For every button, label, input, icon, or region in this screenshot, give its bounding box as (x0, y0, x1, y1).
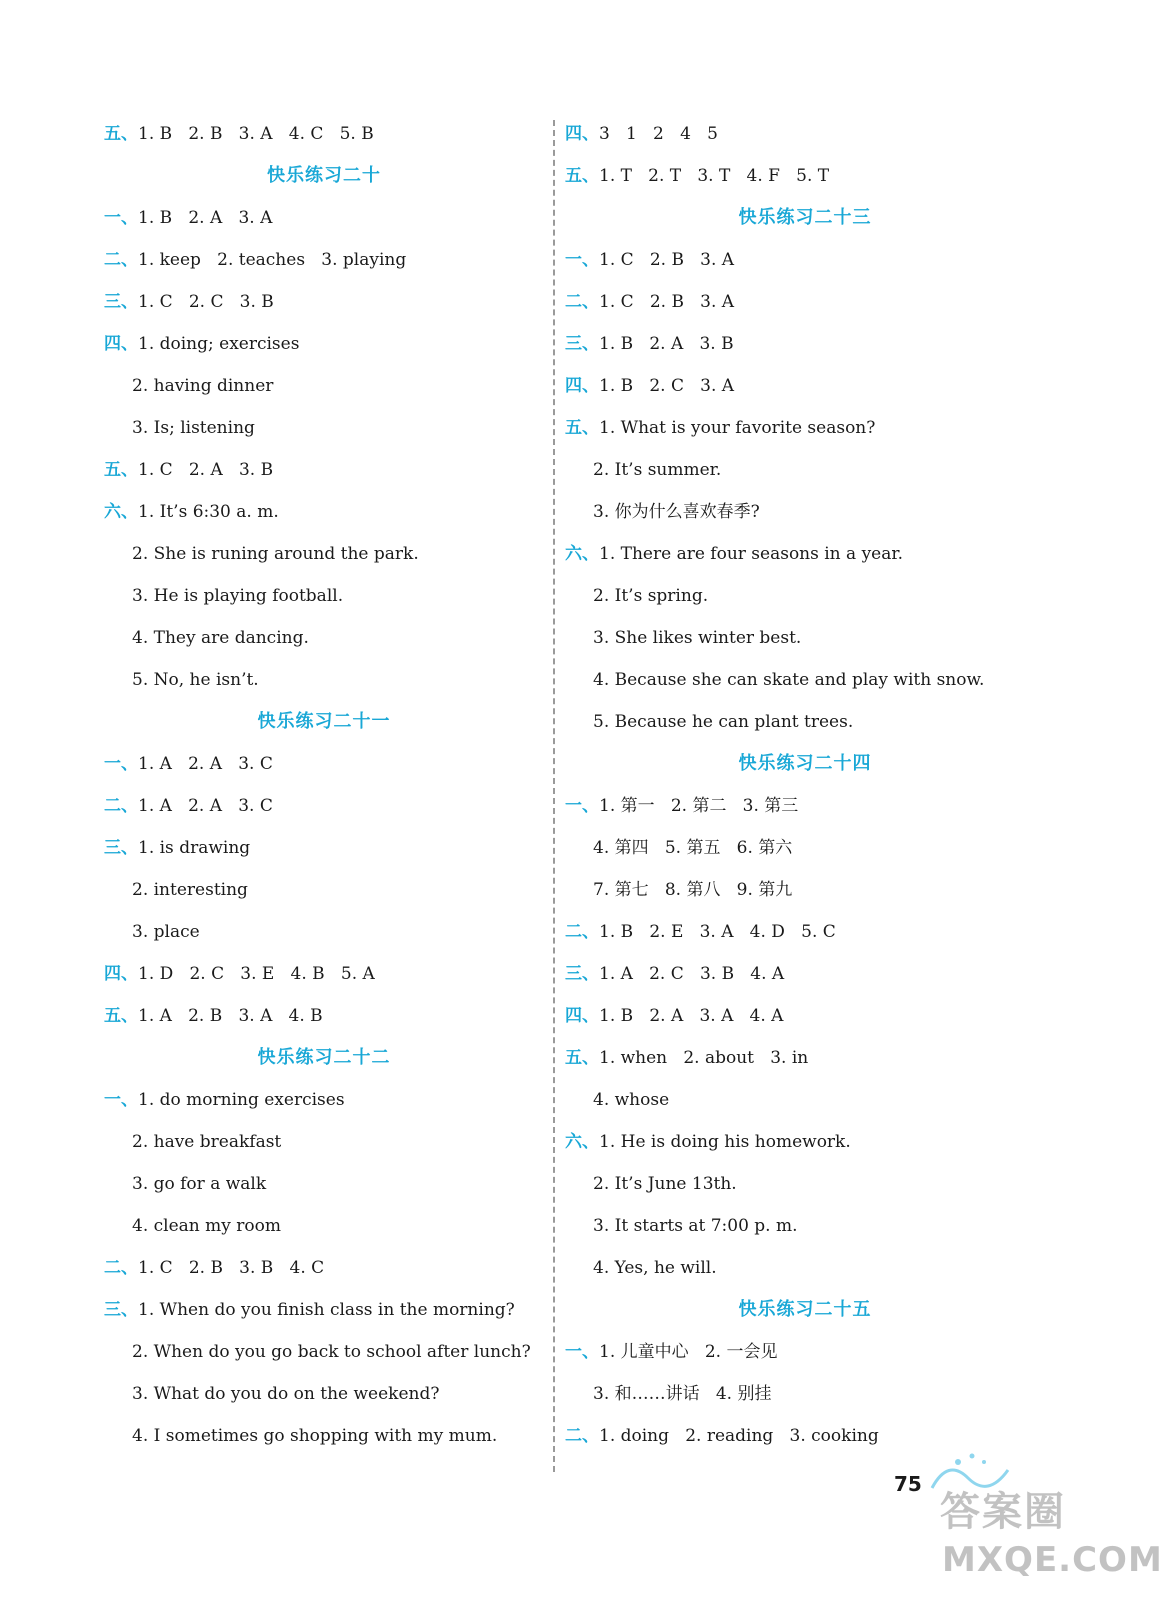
answer-line (565, 410, 1045, 452)
section-heading: 快乐练习二十四 (738, 753, 872, 774)
answer-line (104, 242, 544, 284)
answer-subline (565, 1376, 1045, 1418)
answer-text: 1. C 2. C 3. B (138, 292, 274, 312)
answer-text: 3. Is; listening (132, 418, 255, 438)
answer-subline (104, 914, 544, 956)
answer-text: 3. go for a walk (132, 1174, 267, 1194)
answer-text: 1. do morning exercises (138, 1090, 345, 1110)
watermark-logo-text: 答案圈 (940, 1489, 1066, 1535)
answer-line (104, 1250, 544, 1292)
answer-subline (104, 620, 544, 662)
answer-text: 1. He is doing his homework. (599, 1132, 851, 1152)
answer-text: 1. It’s 6:30 a. m. (138, 502, 279, 522)
answer-text: 1. doing 2. reading 3. cooking (599, 1426, 879, 1446)
answer-line (565, 536, 1045, 578)
question-number-marker: 二、 (565, 922, 599, 942)
question-number-marker: 五、 (565, 166, 599, 186)
answer-subline (565, 1166, 1045, 1208)
question-number-marker: 三、 (104, 838, 138, 858)
answer-line (565, 116, 1045, 158)
answer-text: 3. What do you do on the weekend? (132, 1384, 440, 1404)
answer-line (104, 998, 544, 1040)
answer-text: 1. doing; exercises (138, 334, 300, 354)
answer-line (104, 116, 544, 158)
column-divider (553, 120, 555, 1472)
answer-text: 5. No, he isn’t. (132, 670, 259, 690)
answer-text: 1. B 2. E 3. A 4. D 5. C (599, 922, 836, 942)
answer-text: 2. It’s summer. (593, 460, 722, 480)
answer-subline (104, 1376, 544, 1418)
question-number-marker: 二、 (104, 250, 138, 270)
answer-text: 1. C 2. B 3. A (599, 292, 735, 312)
answer-text: 1. B 2. C 3. A (599, 376, 735, 396)
watermark-url: MXQE.COM (942, 1540, 1163, 1580)
answer-text: 1. keep 2. teaches 3. playing (138, 250, 407, 270)
question-number-marker: 四、 (565, 1006, 599, 1026)
answer-line (565, 368, 1045, 410)
answer-subline (104, 1124, 544, 1166)
answer-subline (565, 494, 1045, 536)
section-heading: 快乐练习二十三 (738, 207, 872, 228)
question-number-marker: 四、 (104, 964, 138, 984)
answer-text: 4. clean my room (132, 1216, 281, 1236)
watermark (940, 1480, 1163, 1590)
answer-text: 7. 第七 8. 第八 9. 第九 (593, 880, 793, 900)
answer-text: 1. D 2. C 3. E 4. B 5. A (138, 964, 375, 984)
answer-text: 3. He is playing football. (132, 586, 344, 606)
answer-text: 1. C 2. A 3. B (138, 460, 274, 480)
answer-text: 4. 第四 5. 第五 6. 第六 (593, 838, 793, 858)
answer-text: 1. C 2. B 3. A (599, 250, 735, 270)
section-heading: 快乐练习二十一 (257, 711, 391, 732)
question-number-marker: 二、 (104, 1258, 138, 1278)
answer-text: 1. 第一 2. 第二 3. 第三 (599, 796, 799, 816)
answer-text: 1. B 2. B 3. A 4. C 5. B (138, 124, 374, 144)
answer-subline (104, 410, 544, 452)
question-number-marker: 三、 (565, 964, 599, 984)
answer-line (104, 1292, 544, 1334)
answer-text: 1. A 2. C 3. B 4. A (599, 964, 785, 984)
answer-text: 2. It’s June 13th. (593, 1174, 737, 1194)
question-number-marker: 四、 (104, 334, 138, 354)
answer-subline (104, 536, 544, 578)
answer-subline (565, 1250, 1045, 1292)
answer-text: 2. interesting (132, 880, 248, 900)
answer-line (104, 494, 544, 536)
answer-subline (565, 452, 1045, 494)
answer-line (104, 830, 544, 872)
answer-line (104, 452, 544, 494)
answer-text: 3. 和……讲话 4. 别挂 (593, 1384, 772, 1404)
answer-line (565, 788, 1045, 830)
answer-text: 4. Because she can skate and play with snow. (593, 670, 985, 690)
answer-text: 2. When do you go back to school after lunch? (132, 1342, 531, 1362)
answer-text: 1. What is your favorite season? (599, 418, 876, 438)
question-number-marker: 二、 (565, 292, 599, 312)
answer-text: 4. I sometimes go shopping with my mum. (132, 1426, 498, 1446)
answer-text: 1. A 2. A 3. C (138, 754, 273, 774)
answer-subline (565, 872, 1045, 914)
answer-line (104, 746, 544, 788)
left-answer-column (104, 116, 544, 1460)
question-number-marker: 六、 (565, 1132, 599, 1152)
answer-subline (565, 620, 1045, 662)
answer-subline (104, 662, 544, 704)
answer-text: 3. 你为什么喜欢春季? (593, 502, 760, 522)
answer-line (565, 956, 1045, 998)
answer-subline (104, 1334, 544, 1376)
answer-subline (565, 1208, 1045, 1250)
answer-text: 1. 儿童中心 2. 一会见 (599, 1342, 778, 1362)
answer-subline (104, 578, 544, 620)
question-number-marker: 六、 (104, 502, 138, 522)
answer-text: 2. She is runing around the park. (132, 544, 419, 564)
answer-text: 3. She likes winter best. (593, 628, 802, 648)
answer-text: 3 1 2 4 5 (599, 124, 718, 144)
answer-text: 2. have breakfast (132, 1132, 282, 1152)
answer-line (565, 1124, 1045, 1166)
answer-text: 2. It’s spring. (593, 586, 709, 606)
question-number-marker: 三、 (104, 1300, 138, 1320)
answer-text: 2. having dinner (132, 376, 274, 396)
question-number-marker: 五、 (565, 1048, 599, 1068)
answer-text: 1. when 2. about 3. in (599, 1048, 809, 1068)
question-number-marker: 四、 (565, 124, 599, 144)
answer-text: 1. There are four seasons in a year. (599, 544, 904, 564)
answer-line (104, 326, 544, 368)
answer-line (104, 956, 544, 998)
answer-subline (104, 368, 544, 410)
answer-text: 3. place (132, 922, 200, 942)
answer-line (104, 284, 544, 326)
answer-line (565, 326, 1045, 368)
answer-text: 1. A 2. B 3. A 4. B (138, 1006, 323, 1026)
answer-line (565, 1334, 1045, 1376)
question-number-marker: 一、 (565, 1342, 599, 1362)
answer-subline (104, 872, 544, 914)
question-number-marker: 五、 (104, 1006, 138, 1026)
answer-line (104, 788, 544, 830)
question-number-marker: 一、 (565, 796, 599, 816)
answer-subline (104, 1208, 544, 1250)
question-number-marker: 一、 (104, 1090, 138, 1110)
answer-subline (104, 1418, 544, 1460)
section-heading: 快乐练习二十 (267, 165, 381, 186)
question-number-marker: 五、 (104, 124, 138, 144)
answer-text: 4. whose (593, 1090, 670, 1110)
page-number: 75 (894, 1472, 922, 1496)
answer-text: 1. B 2. A 3. A 4. A (599, 1006, 784, 1026)
question-number-marker: 一、 (104, 754, 138, 774)
answer-text: 4. They are dancing. (132, 628, 309, 648)
question-number-marker: 一、 (104, 208, 138, 228)
answer-text: 5. Because he can plant trees. (593, 712, 854, 732)
answer-text: 1. T 2. T 3. T 4. F 5. T (599, 166, 830, 186)
question-number-marker: 一、 (565, 250, 599, 270)
answer-line (104, 1082, 544, 1124)
answer-text: 1. A 2. A 3. C (138, 796, 273, 816)
answer-line (565, 998, 1045, 1040)
answer-text: 4. Yes, he will. (593, 1258, 717, 1278)
question-number-marker: 四、 (565, 376, 599, 396)
answer-text: 1. B 2. A 3. A (138, 208, 273, 228)
answer-text: 1. C 2. B 3. B 4. C (138, 1258, 325, 1278)
question-number-marker: 二、 (104, 796, 138, 816)
question-number-marker: 六、 (565, 544, 599, 564)
answer-subline (565, 830, 1045, 872)
answer-line (565, 284, 1045, 326)
answer-text: 1. is drawing (138, 838, 251, 858)
answer-line (565, 242, 1045, 284)
section-heading: 快乐练习二十二 (257, 1047, 391, 1068)
answer-text: 1. B 2. A 3. B (599, 334, 734, 354)
question-number-marker: 五、 (104, 460, 138, 480)
answer-subline (565, 578, 1045, 620)
question-number-marker: 三、 (104, 292, 138, 312)
answer-subline (565, 1082, 1045, 1124)
question-number-marker: 二、 (565, 1426, 599, 1446)
question-number-marker: 五、 (565, 418, 599, 438)
answer-line (565, 1040, 1045, 1082)
question-number-marker: 三、 (565, 334, 599, 354)
answer-line (565, 914, 1045, 956)
section-heading: 快乐练习二十五 (738, 1299, 872, 1320)
answer-subline (104, 1166, 544, 1208)
answer-subline (565, 704, 1045, 746)
answer-text: 3. It starts at 7:00 p. m. (593, 1216, 798, 1236)
answer-text: 1. When do you finish class in the morning? (138, 1300, 515, 1320)
answer-subline (565, 662, 1045, 704)
right-answer-column (565, 116, 1045, 1460)
answer-line (104, 200, 544, 242)
answer-line (565, 158, 1045, 200)
